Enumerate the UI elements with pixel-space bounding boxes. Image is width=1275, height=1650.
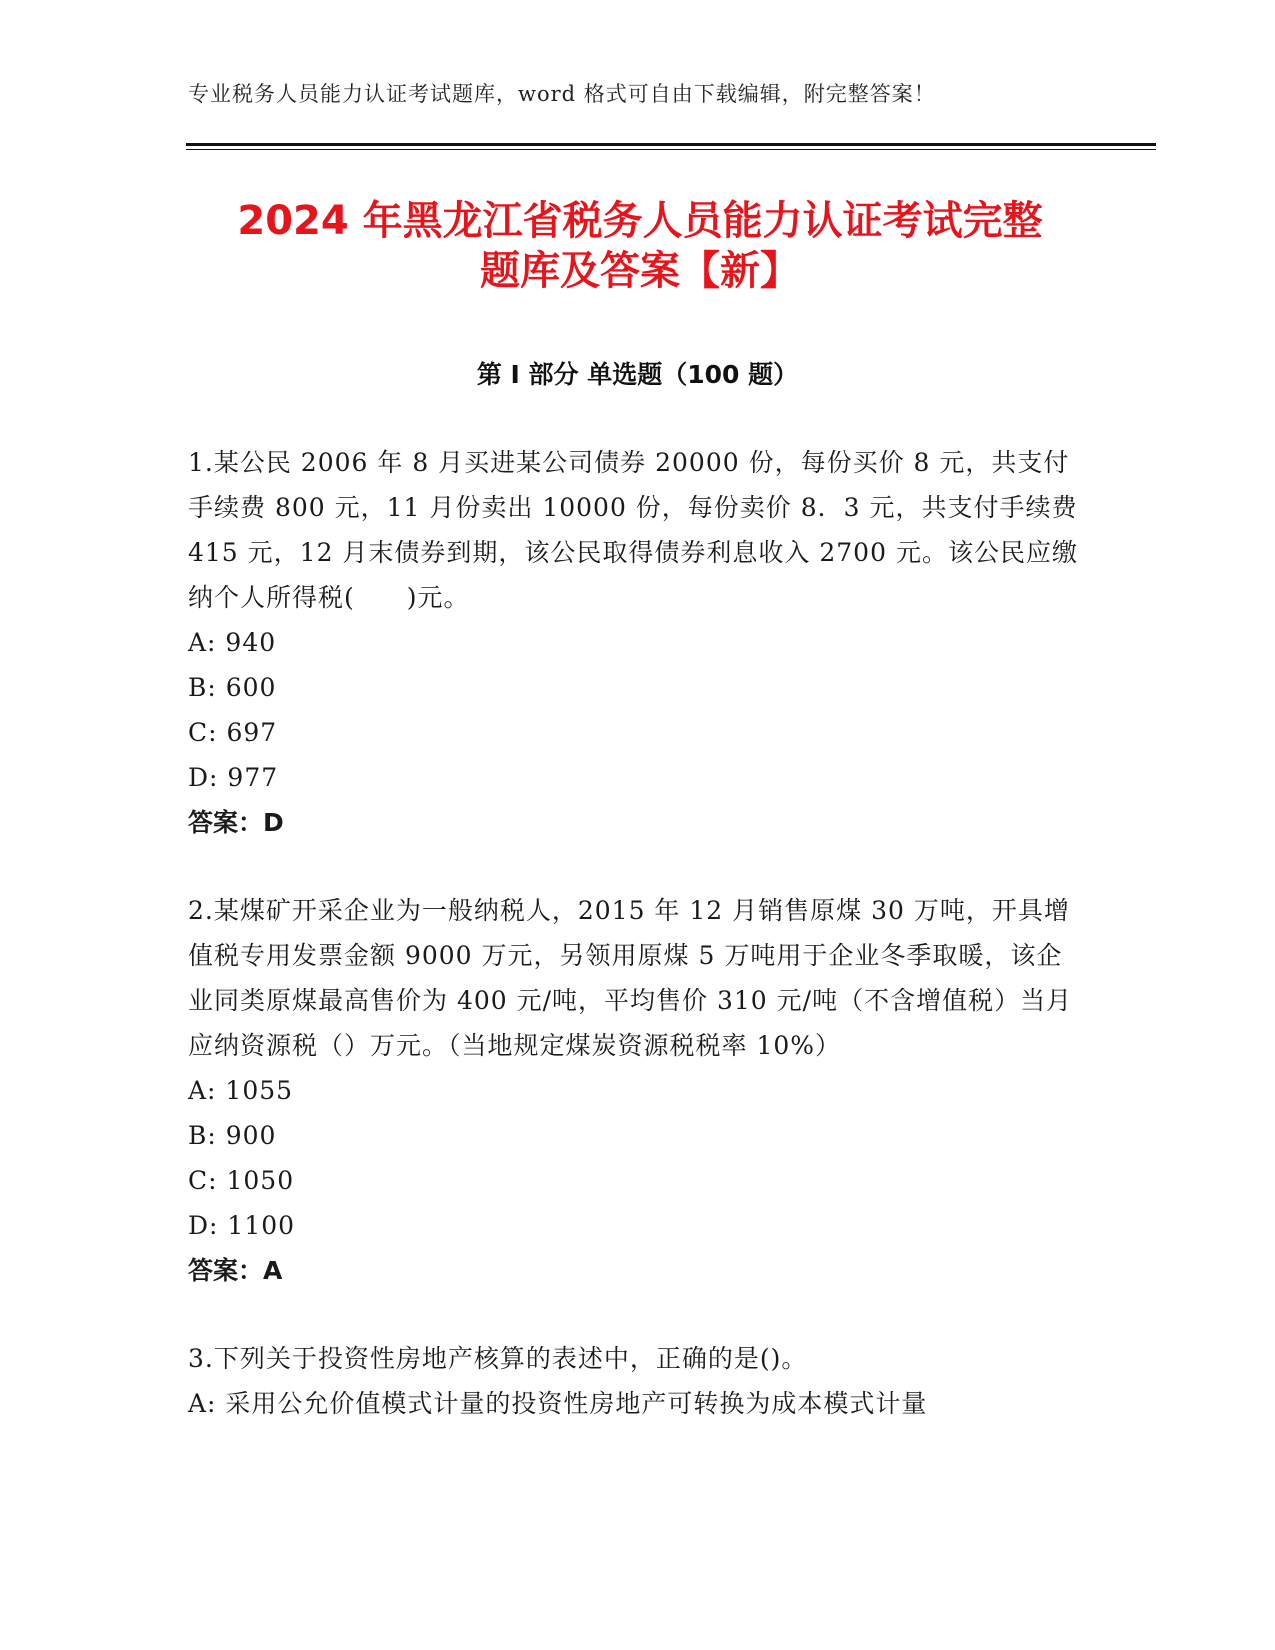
header-rule-thick bbox=[186, 143, 1156, 146]
option-c: C: 697 bbox=[188, 718, 278, 747]
document-title-line-2: 题库及答案【新】 bbox=[480, 248, 800, 294]
question-stem: 3.下列关于投资性房地产核算的表述中，正确的是()。 bbox=[188, 1344, 808, 1373]
document-title-line-1: 2024 年黑龙江省税务人员能力认证考试完整 bbox=[237, 198, 1043, 244]
option-a: A: 940 bbox=[188, 628, 277, 657]
option-d: D: 977 bbox=[188, 763, 279, 792]
option-b: B: 600 bbox=[188, 673, 277, 702]
option-b: B: 900 bbox=[188, 1121, 277, 1150]
question-1 bbox=[188, 440, 1088, 845]
question-stem: 1.某公民 2006 年 8 月买进某公司债券 20000 份，每份买价 8 元，共支付手续费 800 元，11 月份卖出 10000 份，每份卖价 8．3 元，共支付手续费 415 元，12 月末债券到期，该公民取得债券利息收入 2700 元。该公民应缴纳个人所得税( )元。 bbox=[188, 448, 1078, 612]
answer-line: 答案：A bbox=[188, 1256, 283, 1285]
option-c: C: 1050 bbox=[188, 1166, 295, 1195]
option-d: D: 1100 bbox=[188, 1211, 296, 1240]
header-rule-thin bbox=[186, 149, 1156, 150]
option-a: A: 采用公允价值模式计量的投资性房地产可转换为成本模式计量 bbox=[188, 1389, 928, 1418]
question-2 bbox=[188, 888, 1088, 1293]
header-note: 专业税务人员能力认证考试题库，word 格式可自由下载编辑，附完整答案！ bbox=[188, 82, 936, 106]
document-title bbox=[140, 196, 1140, 296]
answer-line: 答案：D bbox=[188, 808, 284, 837]
question-3 bbox=[188, 1336, 1088, 1426]
question-list bbox=[188, 440, 1088, 1469]
option-a: A: 1055 bbox=[188, 1076, 294, 1105]
section-title: 第 I 部分 单选题（100 题） bbox=[476, 360, 799, 389]
question-stem: 2.某煤矿开采企业为一般纳税人，2015 年 12 月销售原煤 30 万吨，开具增值税专用发票金额 9000 万元，另领用原煤 5 万吨用于企业冬季取暖，该企业同类原煤最高售价为 400 元/吨，平均售价 310 元/吨（不含增值税）当月应纳资源税（）万元。（当地规定煤炭资源税税率 10%） bbox=[188, 896, 1073, 1060]
